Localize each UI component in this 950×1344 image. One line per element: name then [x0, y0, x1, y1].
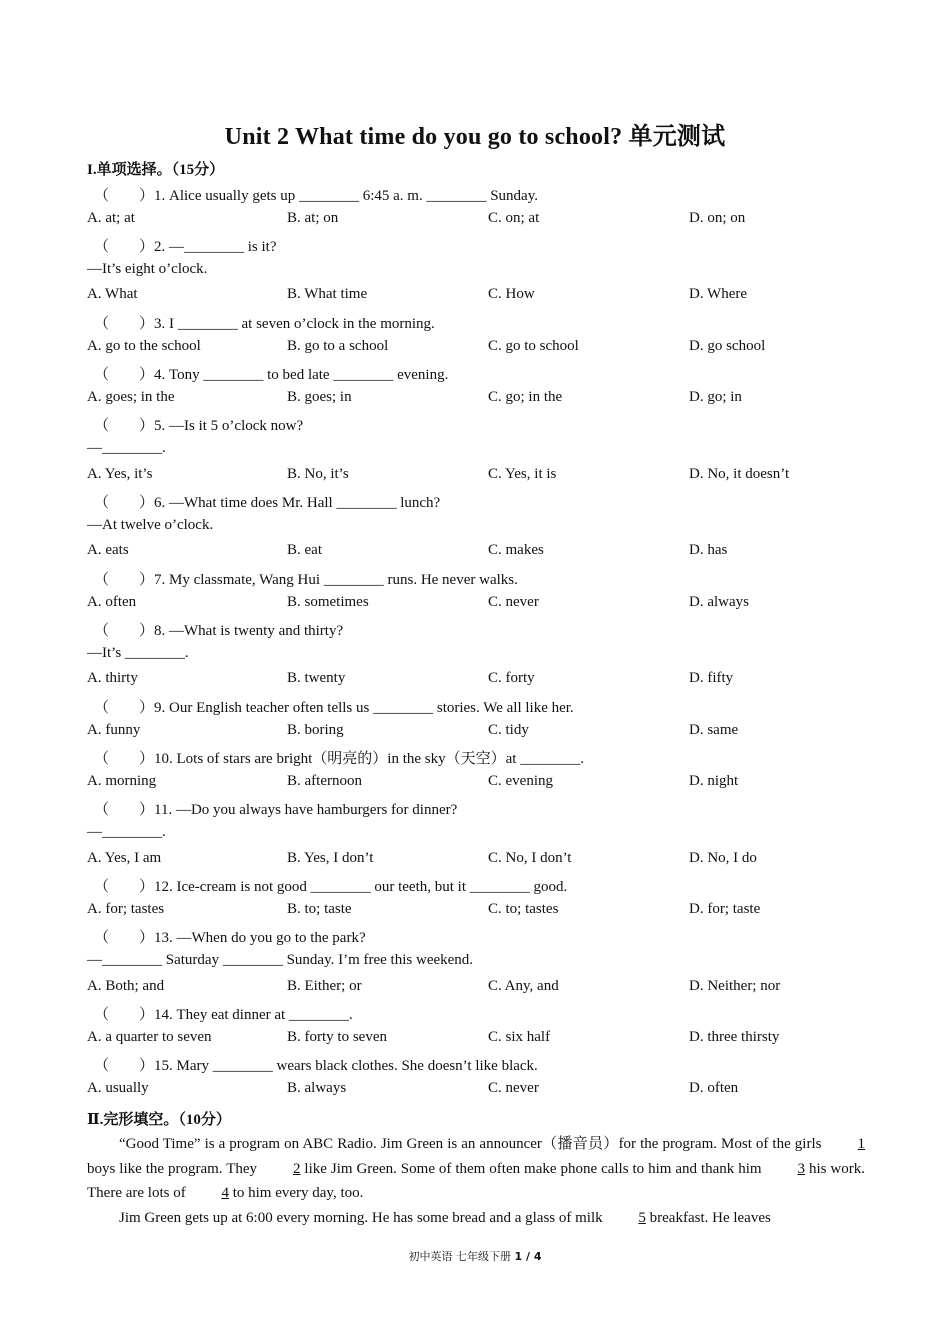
cloze-blank-5: 5	[638, 1209, 646, 1226]
answer-option: A. usually	[87, 1080, 149, 1096]
answer-option: C. Yes, it is	[488, 465, 557, 482]
answer-option: D. same	[689, 721, 739, 738]
cloze-paragraph-2: Jim Green gets up at 6:00 every morning. He has some bread and a glass of milk 5 breakfast. He leaves	[87, 1206, 865, 1231]
answer-option: B. eat	[287, 542, 322, 559]
answer-option: D. No, it doesn’t	[689, 465, 790, 482]
question-dialogue-line: —At twelve o’clock.	[87, 516, 214, 533]
question-dialogue-line: —It’s eight o’clock.	[87, 260, 208, 277]
answer-option: D. often	[689, 1080, 739, 1096]
question-stem: （ ）15. Mary ________ wears black clothes. She doesn’t like black.	[94, 1058, 538, 1075]
answer-option: C. How	[488, 286, 535, 303]
question-stem: （ ）13. —When do you go to the park?	[94, 930, 366, 947]
answer-option: C. tidy	[488, 721, 529, 738]
answer-option: B. twenty	[287, 670, 346, 687]
question-dialogue-line: —It’s ________.	[87, 644, 189, 661]
answer-option: C. go; in the	[488, 388, 563, 405]
answer-option: C. six half	[488, 1028, 551, 1045]
answer-option: D. always	[689, 593, 749, 610]
answer-option: D. on; on	[689, 209, 746, 226]
question-stem: （ ）9. Our English teacher often tells us ________ stories. We all like her.	[94, 700, 574, 716]
cloze-blank-2: 2	[292, 1160, 301, 1177]
question-stem: （ ）10. Lots of stars are bright（明亮的）in the sky（天空）at ________.	[94, 751, 584, 768]
question-stem: （ ）11. —Do you always have hamburgers for dinner?	[94, 802, 458, 819]
answer-option: A. thirty	[87, 670, 138, 687]
answer-option: A. morning	[87, 772, 157, 789]
answer-option: C. No, I don’t	[488, 849, 572, 866]
answer-option: A. Both; and	[87, 977, 165, 994]
answer-option: D. No, I do	[689, 849, 757, 866]
answer-option: D. Neither; nor	[689, 977, 781, 994]
answer-option: D. has	[689, 542, 728, 559]
answer-option: C. go to school	[488, 337, 579, 354]
answer-option: D. go school	[689, 337, 766, 354]
answer-option: B. What time	[287, 286, 368, 303]
section-heading-single-choice: I.单项选择。（15分）	[87, 162, 225, 178]
question-dialogue-line: —________ Saturday ________ Sunday. I’m free this weekend.	[87, 952, 474, 968]
cloze-blank-3: 3	[797, 1160, 806, 1177]
answer-option: B. sometimes	[287, 593, 369, 610]
question-stem: （ ）1. Alice usually gets up ________ 6:45 a. m. ________ Sunday.	[94, 188, 538, 204]
answer-option: D. three thirsty	[689, 1028, 780, 1045]
answer-option: A. Yes, I am	[87, 849, 162, 866]
answer-option: B. afternoon	[287, 772, 362, 789]
answer-option: C. never	[488, 593, 539, 610]
answer-option: B. at; on	[287, 209, 339, 226]
question-dialogue-line: —________.	[87, 824, 166, 840]
answer-option: D. for; taste	[689, 900, 761, 917]
page-number: 1 / 4	[514, 1250, 542, 1263]
question-stem: （ ）4. Tony ________ to bed late ________ evening.	[94, 367, 449, 384]
cloze-paragraph-1: “Good Time” is a program on ABC Radio. Jim Green is an announcer（播音员）for the program. Most of the girls 1 boys like the program. They 2 like Jim Green. Some of them often make phone calls to him and thank him 3 his work. There are lots of 4 to him every day, too.	[87, 1132, 865, 1206]
answer-option: B. to; taste	[287, 900, 352, 917]
question-stem: （ ）7. My classmate, Wang Hui ________ runs. He never walks.	[94, 572, 518, 588]
answer-option: A. goes; in the	[87, 388, 175, 405]
answer-option: C. to; tastes	[488, 900, 559, 917]
question-stem: （ ）12. Ice-cream is not good ________ our teeth, but it ________ good.	[94, 879, 568, 896]
answer-option: A. a quarter to seven	[87, 1028, 212, 1045]
page-footer	[0, 1248, 950, 1264]
answer-option: A. Yes, it’s	[87, 465, 153, 482]
answer-option: B. No, it’s	[287, 465, 349, 482]
question-stem: （ ）8. —What is twenty and thirty?	[94, 623, 344, 640]
answer-option: C. never	[488, 1080, 539, 1096]
answer-option: B. goes; in	[287, 388, 352, 405]
question-stem: （ ）3. I ________ at seven o’clock in the morning.	[94, 316, 435, 332]
answer-option: C. forty	[488, 670, 535, 687]
answer-option: B. boring	[287, 721, 344, 738]
answer-option: C. on; at	[488, 209, 540, 226]
footer-course: 初中英语 七年级下册	[408, 1250, 515, 1263]
answer-option: A. go to the school	[87, 337, 201, 354]
answer-option: C. Any, and	[488, 977, 559, 994]
answer-option: D. Where	[689, 286, 748, 303]
answer-option: B. forty to seven	[287, 1028, 387, 1045]
cloze-blank-4: 4	[221, 1185, 229, 1201]
question-dialogue-line: —________.	[87, 440, 166, 456]
answer-option: B. Either; or	[287, 977, 362, 994]
answer-option: A. eats	[87, 542, 129, 559]
answer-option: B. always	[287, 1080, 347, 1096]
cloze-blank-1: 1	[857, 1136, 865, 1152]
question-stem: （ ）2. —________ is it?	[94, 239, 277, 256]
question-stem: （ ）5. —Is it 5 o’clock now?	[94, 418, 304, 435]
answer-option: A. What	[87, 286, 138, 303]
answer-option: A. at; at	[87, 209, 135, 226]
answer-option: A. funny	[87, 721, 141, 738]
answer-option: B. go to a school	[287, 337, 389, 354]
answer-option: B. Yes, I don’t	[287, 849, 374, 866]
answer-option: D. night	[689, 772, 739, 789]
cloze-passage	[87, 1132, 865, 1230]
answer-option: C. evening	[488, 772, 553, 789]
section-heading-cloze: Ⅱ.完形填空。（10分）	[87, 1112, 231, 1128]
question-stem: （ ）14. They eat dinner at ________.	[94, 1007, 353, 1024]
question-stem: （ ）6. —What time does Mr. Hall ________ lunch?	[94, 495, 441, 512]
answer-option: A. often	[87, 593, 137, 610]
answer-option: C. makes	[488, 542, 544, 559]
answer-option: A. for; tastes	[87, 900, 165, 917]
page-title: Unit 2 What time do you go to school? 单元测试	[224, 124, 726, 150]
answer-option: D. go; in	[689, 388, 742, 405]
answer-option: D. fifty	[689, 670, 734, 687]
